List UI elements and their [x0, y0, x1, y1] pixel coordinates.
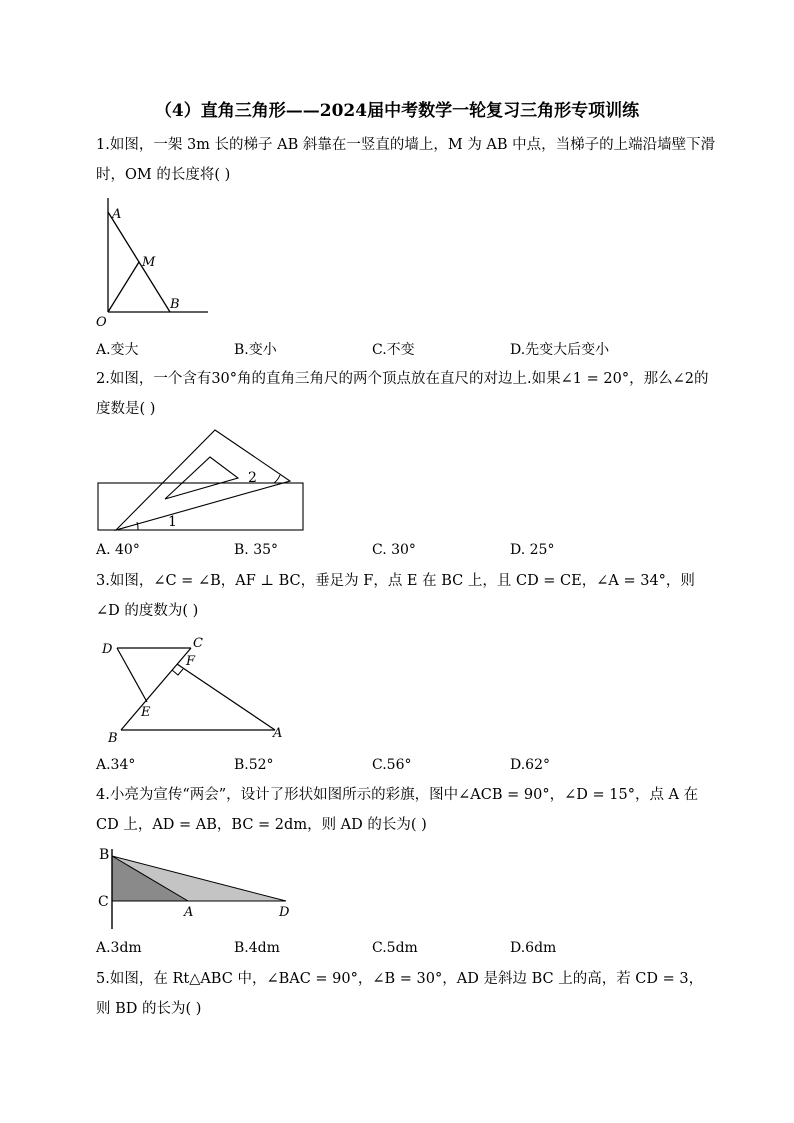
q3-option-d[interactable]: D.62° — [510, 757, 550, 773]
right-angle-mark — [172, 669, 183, 675]
figure-triangles-bcd — [95, 632, 295, 747]
q3-option-b[interactable]: B.52° — [234, 757, 274, 773]
q2-option-a[interactable]: A. 40° — [96, 542, 140, 558]
angle-2-arc — [274, 475, 280, 483]
question-1-text: 1.如图，一架 3m 长的梯子 AB 斜靠在一竖直的墙上，M 为 AB 中点，当梯子的上端沿墙壁下滑时，OM 的长度将( ) — [96, 137, 716, 183]
q4-option-d[interactable]: D.6dm — [510, 940, 557, 956]
label-a: A — [184, 905, 194, 920]
label-a: A — [112, 207, 122, 222]
q2-option-b[interactable]: B. 35° — [234, 542, 279, 558]
q1-option-c[interactable]: C.不变 — [372, 342, 415, 358]
label-b: B — [99, 847, 110, 863]
label-c: C — [98, 894, 109, 910]
segment-cb — [121, 648, 191, 730]
label-c: C — [193, 636, 203, 651]
q1-option-a[interactable]: A.变大 — [96, 342, 139, 358]
label-e: E — [141, 705, 151, 720]
label-angle-1: 1 — [168, 514, 177, 530]
label-m: M — [142, 255, 156, 270]
label-d: D — [279, 905, 290, 920]
figure-ruler-triangle — [90, 425, 320, 537]
question-5-text: 5.如图，在 Rt△ABC 中，∠BAC = 90°，∠B = 30°，AD 是斜边 BC 上的高，若 CD = 3，则 BD 的长为( ) — [96, 971, 704, 1017]
q3-option-c[interactable]: C.56° — [372, 757, 412, 773]
triangle-outer — [116, 430, 290, 530]
segment-af — [177, 664, 275, 730]
q2-option-d[interactable]: D. 25° — [510, 542, 555, 558]
label-d: D — [102, 642, 113, 657]
triangle-inner — [165, 457, 238, 499]
question-3-text: 3.如图，∠C = ∠B，AF ⊥ BC，垂足为 F，点 E 在 BC 上，且 CD = CE，∠A = 34°，则∠D 的度数为( ) — [96, 573, 695, 619]
page-title: （4）直角三角形——2024届中考数学一轮复习三角形专项训练 — [154, 101, 640, 121]
segment-de — [117, 648, 147, 702]
segment-om — [108, 262, 139, 312]
question-4-text: 4.小亮为宣传“两会”，设计了形状如图所示的彩旗，图中∠ACB = 90°，∠D = 15°，点 A 在 CD 上，AD = AB，BC = 2dm，则 AD 的长为( ) — [96, 787, 699, 833]
q2-option-c[interactable]: C. 30° — [372, 542, 416, 558]
q4-option-c[interactable]: C.5dm — [372, 940, 418, 956]
q1-option-d[interactable]: D.先变大后变小 — [510, 342, 610, 358]
q1-option-b[interactable]: B.变小 — [234, 342, 277, 358]
figure-ladder — [90, 196, 220, 331]
label-b: B — [108, 731, 118, 746]
label-f: F — [186, 654, 196, 669]
label-b: B — [170, 297, 180, 312]
q3-option-a[interactable]: A.34° — [96, 757, 136, 773]
q4-option-a[interactable]: A.3dm — [96, 940, 142, 956]
label-o: O — [96, 315, 107, 330]
q4-option-b[interactable]: B.4dm — [234, 940, 280, 956]
label-angle-2: 2 — [248, 470, 257, 486]
angle-1-arc — [137, 522, 138, 530]
question-2-text: 2.如图，一个含有30°角的直角三角尺的两个顶点放在直尺的对边上.如果∠1 = 20°，那么∠2的度数是( ) — [96, 371, 709, 417]
label-a: A — [273, 726, 283, 741]
figure-flag — [90, 843, 300, 933]
